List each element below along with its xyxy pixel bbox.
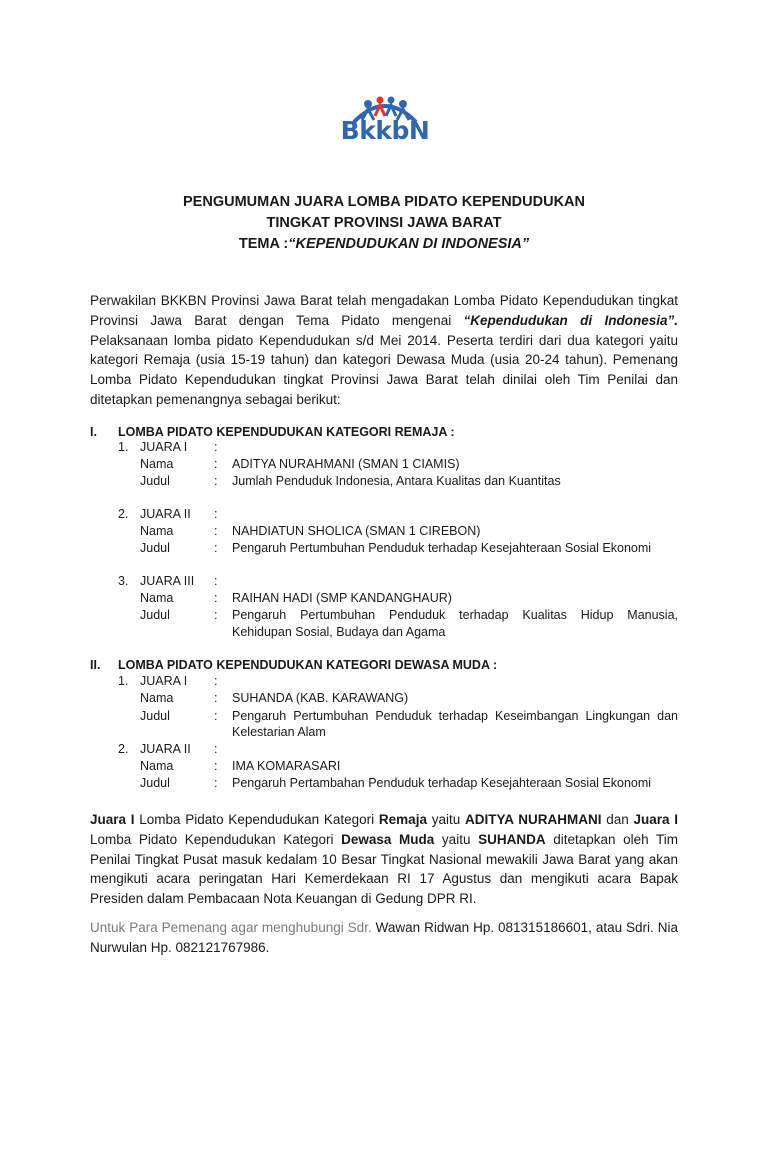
- intro-text-1: Perwakilan BKKBN Provinsi Jawa Barat telah mengadakan Lomba Pidato Kependudukan tingkat Provinsi Jawa Barat dengan Tema Pidato mengenai: [90, 293, 678, 328]
- winner-number: 1.: [118, 440, 129, 454]
- judul-label: Judul: [140, 776, 170, 790]
- winner-name: IMA KOMARASARI: [232, 759, 341, 773]
- colon: :: [214, 608, 218, 622]
- nama-label: Nama: [140, 591, 174, 605]
- judul-label: Judul: [140, 541, 170, 555]
- winner-rank: JUARA I: [140, 440, 188, 454]
- colon: :: [214, 507, 218, 521]
- colon: :: [214, 674, 218, 688]
- winner-number: 2.: [118, 507, 129, 521]
- section-1-number: I.: [90, 425, 97, 439]
- winner-rank: JUARA III: [140, 574, 195, 588]
- title-line-3: [90, 234, 678, 255]
- closing-bold: Juara I: [90, 812, 135, 827]
- intro-theme: “Kependudukan di Indonesia”.: [463, 312, 678, 328]
- contact-intro: Untuk Para Pemenang agar menghubungi Sdr.: [90, 920, 372, 935]
- closing-bold: Remaja: [378, 812, 427, 827]
- colon: :: [214, 474, 218, 488]
- contact-paragraph: [90, 918, 678, 958]
- winner-number: 2.: [118, 742, 129, 756]
- winner-rank: JUARA I: [140, 674, 188, 688]
- nama-label: Nama: [140, 457, 174, 471]
- winner-name: ADITYA NURAHMANI (SMAN 1 CIAMIS): [232, 457, 460, 471]
- closing-text: yaitu: [434, 831, 479, 847]
- judul-label: Judul: [140, 474, 170, 488]
- intro-paragraph: [90, 291, 678, 410]
- closing-bold: Dewasa Muda: [341, 831, 435, 847]
- closing-bold: ADITYA NURAHMANI: [464, 812, 602, 827]
- colon: :: [214, 776, 218, 790]
- colon: :: [214, 524, 218, 538]
- logo-text: BkkbN: [340, 116, 430, 145]
- section-2-number: II.: [90, 658, 101, 672]
- colon: :: [214, 759, 218, 773]
- colon: :: [214, 457, 218, 471]
- closing-text: ditetapkan oleh Tim Penilai Tingkat Pusat masuk kedalam 10 Besar Tingkat Nasional mewakili Jawa Barat yang akan mengikuti acara peringatan Hari Kemerdekaan RI 17 Agustus dan mengikuti acara Bapak Presiden dalam Pembacaan Nota Keuangan di Gedung DPR RI.: [90, 831, 679, 907]
- intro-text-2: Pelaksanaan lomba pidato Kependudukan s/d Mei 2014. Peserta terdiri dari dua kategori yaitu kategori Remaja (usia 15-19 tahun) dan kategori Dewasa Muda (usia 20-24 tahun). Pemenang Lomba Pidato Kependudukan tingkat Provinsi Jawa Barat telah dinilai oleh Tim Penilai dan ditetapkan pemenangnya sebagai berikut:: [90, 332, 678, 407]
- nama-label: Nama: [140, 691, 174, 705]
- closing-text: Lomba Pidato Kependudukan Kategori: [90, 831, 342, 847]
- winner-rank: JUARA II: [140, 507, 191, 521]
- winner-rank: JUARA II: [140, 742, 191, 756]
- title-theme: “KEPENDUDUKAN DI INDONESIA”: [288, 236, 530, 252]
- winner-name: NAHDIATUN SHOLICA (SMAN 1 CIREBON): [232, 524, 481, 538]
- title-line-2: TINGKAT PROVINSI JAWA BARAT: [266, 215, 502, 231]
- winner-title: Pengaruh Pertumbuhan Penduduk terhadap Kesejahteraan Sosial Ekonomi: [232, 541, 652, 555]
- closing-text: dan: [601, 812, 634, 827]
- closing-text: Lomba Pidato Kependudukan Kategori: [134, 812, 379, 827]
- title-line-1: PENGUMUMAN JUARA LOMBA PIDATO KEPENDUDUKAN: [183, 194, 585, 210]
- nama-label: Nama: [140, 524, 174, 538]
- closing-text: yaitu: [426, 812, 465, 827]
- winner-name: SUHANDA (KAB. KARAWANG): [232, 691, 409, 705]
- winner-title: Pengaruh Pertumbuhan Penduduk terhadap Kualitas Hidup Manusia,: [232, 608, 678, 622]
- colon: :: [214, 541, 218, 555]
- winner-title: Jumlah Penduduk Indonesia, Antara Kualitas dan Kuantitas: [232, 474, 561, 488]
- judul-label: Judul: [140, 608, 170, 622]
- colon: :: [214, 591, 218, 605]
- title-theme-prefix: TEMA :: [238, 236, 289, 252]
- colon: :: [214, 574, 218, 588]
- contact-details: Wawan Ridwan Hp. 081315186601, atau Sdri. Nia Nurwulan Hp. 082121767986.: [90, 920, 679, 955]
- colon: :: [214, 691, 218, 705]
- colon: :: [214, 440, 218, 454]
- judul-label: Judul: [140, 709, 170, 723]
- winner-title-continued: Kehidupan Sosial, Budaya dan Agama: [232, 625, 446, 639]
- winner-name: RAIHAN HADI (SMP KANDANGHAUR): [232, 591, 452, 605]
- winner-title: Pengaruh Pertumbuhan Penduduk terhadap Keseimbangan Lingkungan dan: [232, 709, 678, 723]
- winner-title: Pengaruh Pertambahan Penduduk terhadap Kesejahteraan Sosial Ekonomi: [232, 776, 652, 790]
- winner-number: 1.: [118, 674, 129, 688]
- winner-number: 3.: [118, 574, 129, 588]
- closing-bold: Juara I: [633, 812, 678, 827]
- colon: :: [214, 709, 218, 723]
- winner-title-continued: Kelestarian Alam: [232, 725, 326, 739]
- section-1-title: LOMBA PIDATO KEPENDUDUKAN KATEGORI REMAJA :: [118, 425, 455, 439]
- section-2-title: LOMBA PIDATO KEPENDUDUKAN KATEGORI DEWASA MUDA :: [118, 658, 498, 672]
- nama-label: Nama: [140, 759, 174, 773]
- bkkbn-logo: [340, 92, 430, 152]
- colon: :: [214, 742, 218, 756]
- closing-paragraph: [90, 810, 678, 909]
- closing-bold: SUHANDA: [478, 831, 546, 847]
